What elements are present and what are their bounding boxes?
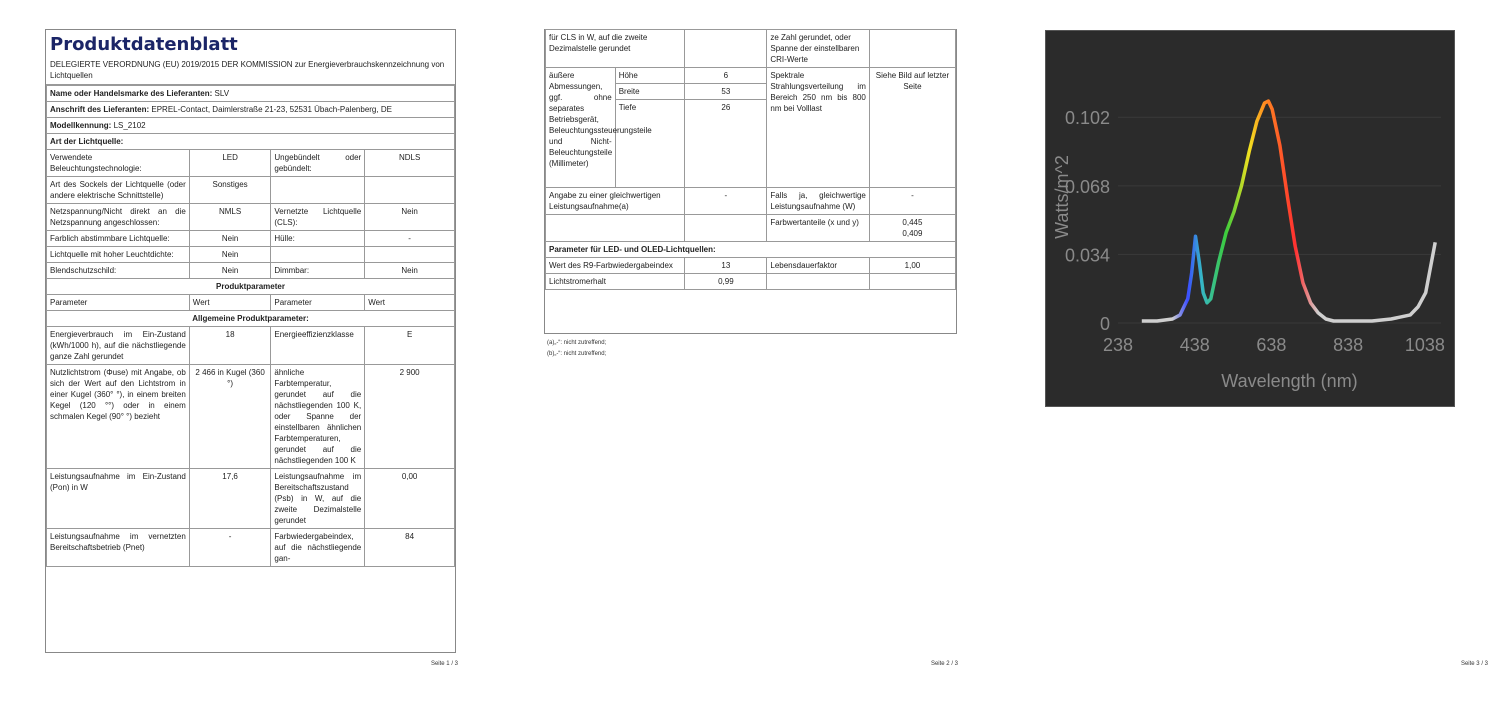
x-axis-label: Wavelength (nm) xyxy=(1221,371,1358,391)
page-title: Produktdatenblatt xyxy=(50,34,238,55)
equiv-value: - xyxy=(685,188,767,215)
empty-cell xyxy=(546,215,685,242)
dim-label: Breite xyxy=(615,84,685,100)
chromaticity-label: Farbwertanteile (x und y) xyxy=(767,215,870,242)
value-cell: 84 xyxy=(365,529,455,567)
equiv-if-value: - xyxy=(869,188,955,215)
value-cell: 2 900 xyxy=(365,365,455,469)
value-cell xyxy=(685,30,767,68)
params-table-continued xyxy=(545,29,956,290)
lumen-maintenance-value: 0,99 xyxy=(685,274,767,290)
value-cell: E xyxy=(365,327,455,365)
address-label: Anschrift des Lieferanten: xyxy=(50,105,150,114)
value-cell: NDLS xyxy=(365,150,455,177)
supplier-row xyxy=(47,86,455,102)
value-cell: NMLS xyxy=(189,204,271,231)
y-tick-label: 0 xyxy=(1099,314,1110,334)
table-row xyxy=(47,204,455,231)
supplier-table xyxy=(46,85,455,567)
datasheet-page-2 xyxy=(544,29,957,334)
value-cell: 0,00 xyxy=(365,469,455,529)
model-row xyxy=(47,118,455,134)
lumen-maintenance-label: Lichtstromerhalt xyxy=(546,274,685,290)
param-cell: Leistungsaufnahme im vernetzten Bereitschaftsbetrieb (Pnet) xyxy=(47,529,190,567)
r9-label: Wert des R9-Farbwiedergabeindex xyxy=(546,258,685,274)
spectral-value: Siehe Bild auf letzter Seite xyxy=(869,68,955,188)
equiv-label: Angabe zu einer gleichwertigen Leistungsaufnahme(a) xyxy=(546,188,685,215)
address-row xyxy=(47,102,455,118)
lifetime-label: Lebensdauerfaktor xyxy=(767,258,870,274)
lifetime-value: 1,00 xyxy=(869,258,955,274)
table-row xyxy=(47,247,455,263)
lightsource-type-header: Art der Lichtquelle: xyxy=(47,134,455,150)
table-row xyxy=(47,177,455,204)
regulation-subtitle: DELEGIERTE VERORDNUNG (EU) 2019/2015 DER KOMMISSION zur Energieverbrauchskennzeichnung von Lichtquellen xyxy=(50,60,445,80)
value-cell xyxy=(365,177,455,204)
empty-cell xyxy=(685,215,767,242)
page-number: Seite 3 / 3 xyxy=(1460,661,1488,667)
empty-cell xyxy=(767,274,870,290)
table-row xyxy=(546,274,956,290)
dim-label: Tiefe xyxy=(615,100,685,188)
table-row xyxy=(546,215,956,242)
param-cell: Netzspannung/Nicht direkt an die Netzspannung angeschlossen: xyxy=(47,204,190,231)
param-cell: Farblich abstimmbare Lichtquelle: xyxy=(47,231,190,247)
value-cell: 2 466 in Kugel (360 °) xyxy=(189,365,271,469)
value-cell: Nein xyxy=(189,231,271,247)
table-row xyxy=(47,231,455,247)
footnote-b: (b)„-“: nicht zutreffend; xyxy=(547,351,607,357)
value-cell: 17,6 xyxy=(189,469,271,529)
param-cell: für CLS in W, auf die zweite Dezimalstelle gerundet xyxy=(546,30,685,68)
param-cell: Energieeffizienzklasse xyxy=(271,327,365,365)
table-row xyxy=(546,30,956,68)
value-cell: Nein xyxy=(365,263,455,279)
dimensions-label: äußere Abmessungen, ggf. ohne separates Betriebsgerät, Beleuchtungssteuerungsteile und Nicht-Beleuchtungsteile (Millimeter) xyxy=(546,68,616,188)
param-cell: Leistungsaufnahme im Bereitschaftszustand (Psb) in W, auf die zweite Dezimalstelle gerundet xyxy=(271,469,365,529)
supplier-value: SLV xyxy=(214,89,230,98)
table-row xyxy=(47,469,455,529)
datasheet-page-1 xyxy=(45,29,456,653)
page-number: Seite 1 / 3 xyxy=(430,661,458,667)
page-2 xyxy=(520,0,970,707)
chart-series xyxy=(1141,100,1436,321)
table-row xyxy=(47,263,455,279)
value-cell: Sonstiges xyxy=(189,177,271,204)
param-cell xyxy=(271,247,365,263)
param-cell: Art des Sockels der Lichtquelle (oder andere elektrische Schnittstelle) xyxy=(47,177,190,204)
param-cell: Leistungsaufnahme im Ein-Zustand (Pon) in W xyxy=(47,469,190,529)
dim-value: 53 xyxy=(685,84,767,100)
table-row xyxy=(546,68,956,84)
table-row xyxy=(546,258,956,274)
r9-value: 13 xyxy=(685,258,767,274)
param-cell: Hülle: xyxy=(271,231,365,247)
chromaticity-value xyxy=(869,215,955,242)
model-label: Modellkennung: xyxy=(50,121,112,130)
y-tick-label: 0.034 xyxy=(1064,245,1110,266)
column-header: Wert xyxy=(365,295,455,311)
equiv-if-label: Falls ja, gleichwertige Leistungsaufnahme (W) xyxy=(767,188,870,215)
page-3 xyxy=(1000,0,1500,707)
table-row xyxy=(47,150,455,177)
param-cell: Dimmbar: xyxy=(271,263,365,279)
value-cell: 18 xyxy=(189,327,271,365)
param-cell: Energieverbrauch im Ein-Zustand (kWh/1000 h), auf die nächstliegende ganze Zahl gerundet xyxy=(47,327,190,365)
spectrum-chart-svg xyxy=(1046,31,1456,408)
value-cell: - xyxy=(189,529,271,567)
y-tick-label: 0.068 xyxy=(1064,176,1110,197)
param-cell: Ungebündelt oder gebündelt: xyxy=(271,150,365,177)
param-cell: ze Zahl gerundet, oder Spanne der einstellbaren CRI-Werte xyxy=(767,30,870,68)
x-tick-label: 438 xyxy=(1179,335,1210,355)
x-tick-label: 638 xyxy=(1256,335,1287,355)
param-cell: ähnliche Farbtemperatur, gerundet auf die nächstliegenden 100 K, oder Spanne der einstellbaren ähnlichen Farbtemperaturen, gerundet auf die nächstliegenden 100 K xyxy=(271,365,365,469)
led-params-header: Parameter für LED- und OLED-Lichtquellen: xyxy=(546,242,956,258)
table-row xyxy=(47,529,455,567)
footnote-a: (a)„-“: nicht zutreffend; xyxy=(547,340,607,346)
supplier-label: Name oder Handelsmarke des Lieferanten: xyxy=(50,89,213,98)
spectral-label: Spektrale Strahlungsverteilung im Bereich 250 nm bis 800 nm bei Volllast xyxy=(767,68,870,188)
address-value: EPREL-Contact, Daimlerstraße 21-23, 52531 Übach-Palenberg, DE xyxy=(151,105,392,114)
param-cell xyxy=(271,177,365,204)
x-tick-label: 238 xyxy=(1102,335,1134,355)
x-tick-label: 838 xyxy=(1333,335,1364,355)
value-cell xyxy=(365,247,455,263)
title-box xyxy=(46,30,455,85)
column-header: Parameter xyxy=(47,295,190,311)
y-axis-label: Watts/m^2 xyxy=(1052,155,1072,239)
y-tick-label: 0.102 xyxy=(1064,108,1110,129)
page-1 xyxy=(0,0,470,707)
value-cell: Nein xyxy=(189,263,271,279)
dim-value: 26 xyxy=(685,100,767,188)
x-tick-label: 1038 xyxy=(1404,335,1445,355)
param-cell: Lichtquelle mit hoher Leuchtdichte: xyxy=(47,247,190,263)
value-cell: LED xyxy=(189,150,271,177)
spectrum-series-line xyxy=(1142,101,1435,321)
value-cell: - xyxy=(365,231,455,247)
value-cell xyxy=(869,30,955,68)
chromaticity-y: 0,409 xyxy=(902,229,923,238)
param-cell: Farbwiedergabeindex, auf die nächstliegende gan- xyxy=(271,529,365,567)
spectrum-chart xyxy=(1045,30,1455,407)
dim-value: 6 xyxy=(685,68,767,84)
table-row xyxy=(47,365,455,469)
param-cell: Blendschutzschild: xyxy=(47,263,190,279)
product-params-header: Produktparameter xyxy=(47,279,455,295)
column-header-row xyxy=(47,295,455,311)
general-params-header: Allgemeine Produktparameter: xyxy=(47,311,455,327)
value-cell: Nein xyxy=(189,247,271,263)
footnotes xyxy=(547,338,606,360)
model-value: LS_2102 xyxy=(113,121,146,130)
table-row xyxy=(47,327,455,365)
param-cell: Nutzlichtstrom (Φuse) mit Angabe, ob sich der Wert auf den Lichtstrom in einer Kugel (360° °), in einem breiten Kegel (120 °°) oder in einem schmalen Kegel (90° °) bezieht xyxy=(47,365,190,469)
param-cell: Vernetzte Lichtquelle (CLS): xyxy=(271,204,365,231)
dim-label: Höhe xyxy=(615,68,685,84)
chromaticity-x: 0,445 xyxy=(902,218,923,227)
column-header: Parameter xyxy=(271,295,365,311)
page-number: Seite 2 / 3 xyxy=(930,661,958,667)
empty-cell xyxy=(869,274,955,290)
table-row xyxy=(546,188,956,215)
value-cell: Nein xyxy=(365,204,455,231)
column-header: Wert xyxy=(189,295,271,311)
param-cell: Verwendete Beleuchtungstechnologie: xyxy=(47,150,190,177)
